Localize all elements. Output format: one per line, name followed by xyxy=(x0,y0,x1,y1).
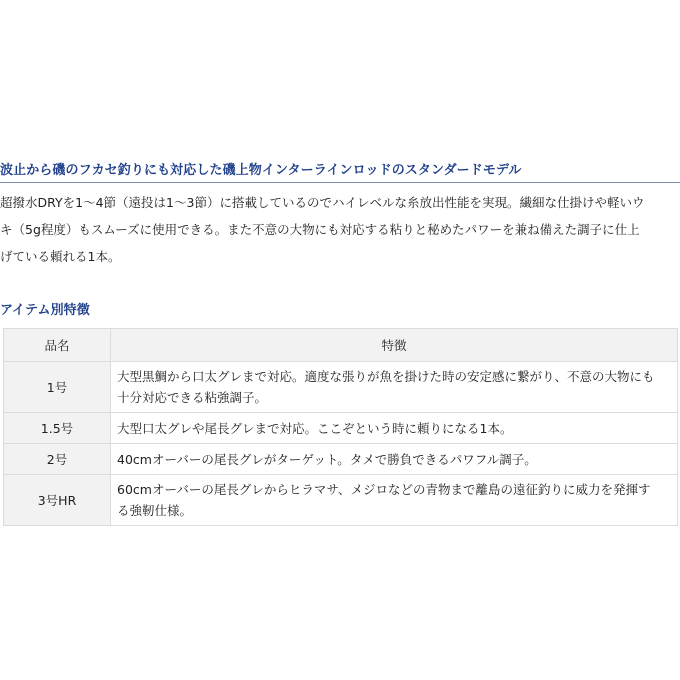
table-header-row xyxy=(4,329,678,362)
feature-line: る強靭仕様。 xyxy=(117,503,193,518)
table-row xyxy=(4,444,678,475)
section-heading-model: 波止から磯のフカセ釣りにも対応した磯上物インターラインロッドのスタンダードモデル xyxy=(0,163,522,178)
table-row xyxy=(4,413,678,444)
column-header-name: 品名 xyxy=(4,329,111,362)
section-heading-features: アイテム別特徴 xyxy=(0,303,90,318)
item-name-cell: 2号 xyxy=(4,444,111,475)
column-header-feature: 特徴 xyxy=(111,329,678,362)
feature-line: 40cmオーバーの尾長グレがターゲット。タメで勝負できるパワフル調子。 xyxy=(117,451,537,467)
item-name-cell: 1.5号 xyxy=(4,413,111,444)
item-feature-cell xyxy=(111,444,678,475)
item-feature-cell xyxy=(111,475,678,526)
description-line: 超撥水DRYを1〜4節（遠投は1〜3節）に搭載しているのでハイレベルな糸放出性能を実現。繊細な仕掛けや軽いウ xyxy=(0,195,645,210)
description-line: キ（5g程度）もスムーズに使用できる。また不意の大物にも対応する粘りと秘めたパワーを兼ね備えた調子に仕上 xyxy=(0,222,640,237)
feature-line: 大型口太グレや尾長グレまで対応。ここぞという時に頼りになる1本。 xyxy=(117,420,513,436)
feature-line: 60cmオーバーの尾長グレからヒラマサ、メジロなどの青物まで離島の遠征釣りに威力を発揮す xyxy=(117,482,651,497)
feature-line: 大型黒鯛から口太グレまで対応。適度な張りが魚を掛けた時の安定感に繋がり、不意の大物にも xyxy=(117,369,655,384)
heading-divider xyxy=(0,182,680,183)
item-feature-cell xyxy=(111,362,678,413)
features-table xyxy=(3,328,678,526)
item-name-cell: 1号 xyxy=(4,362,111,413)
table-row xyxy=(4,475,678,526)
item-name-cell: 3号HR xyxy=(4,475,111,526)
description-line: げている頼れる1本。 xyxy=(0,249,121,264)
table-row xyxy=(4,362,678,413)
product-description xyxy=(0,189,678,270)
feature-line: 十分対応できる粘強調子。 xyxy=(117,390,268,405)
item-feature-cell xyxy=(111,413,678,444)
